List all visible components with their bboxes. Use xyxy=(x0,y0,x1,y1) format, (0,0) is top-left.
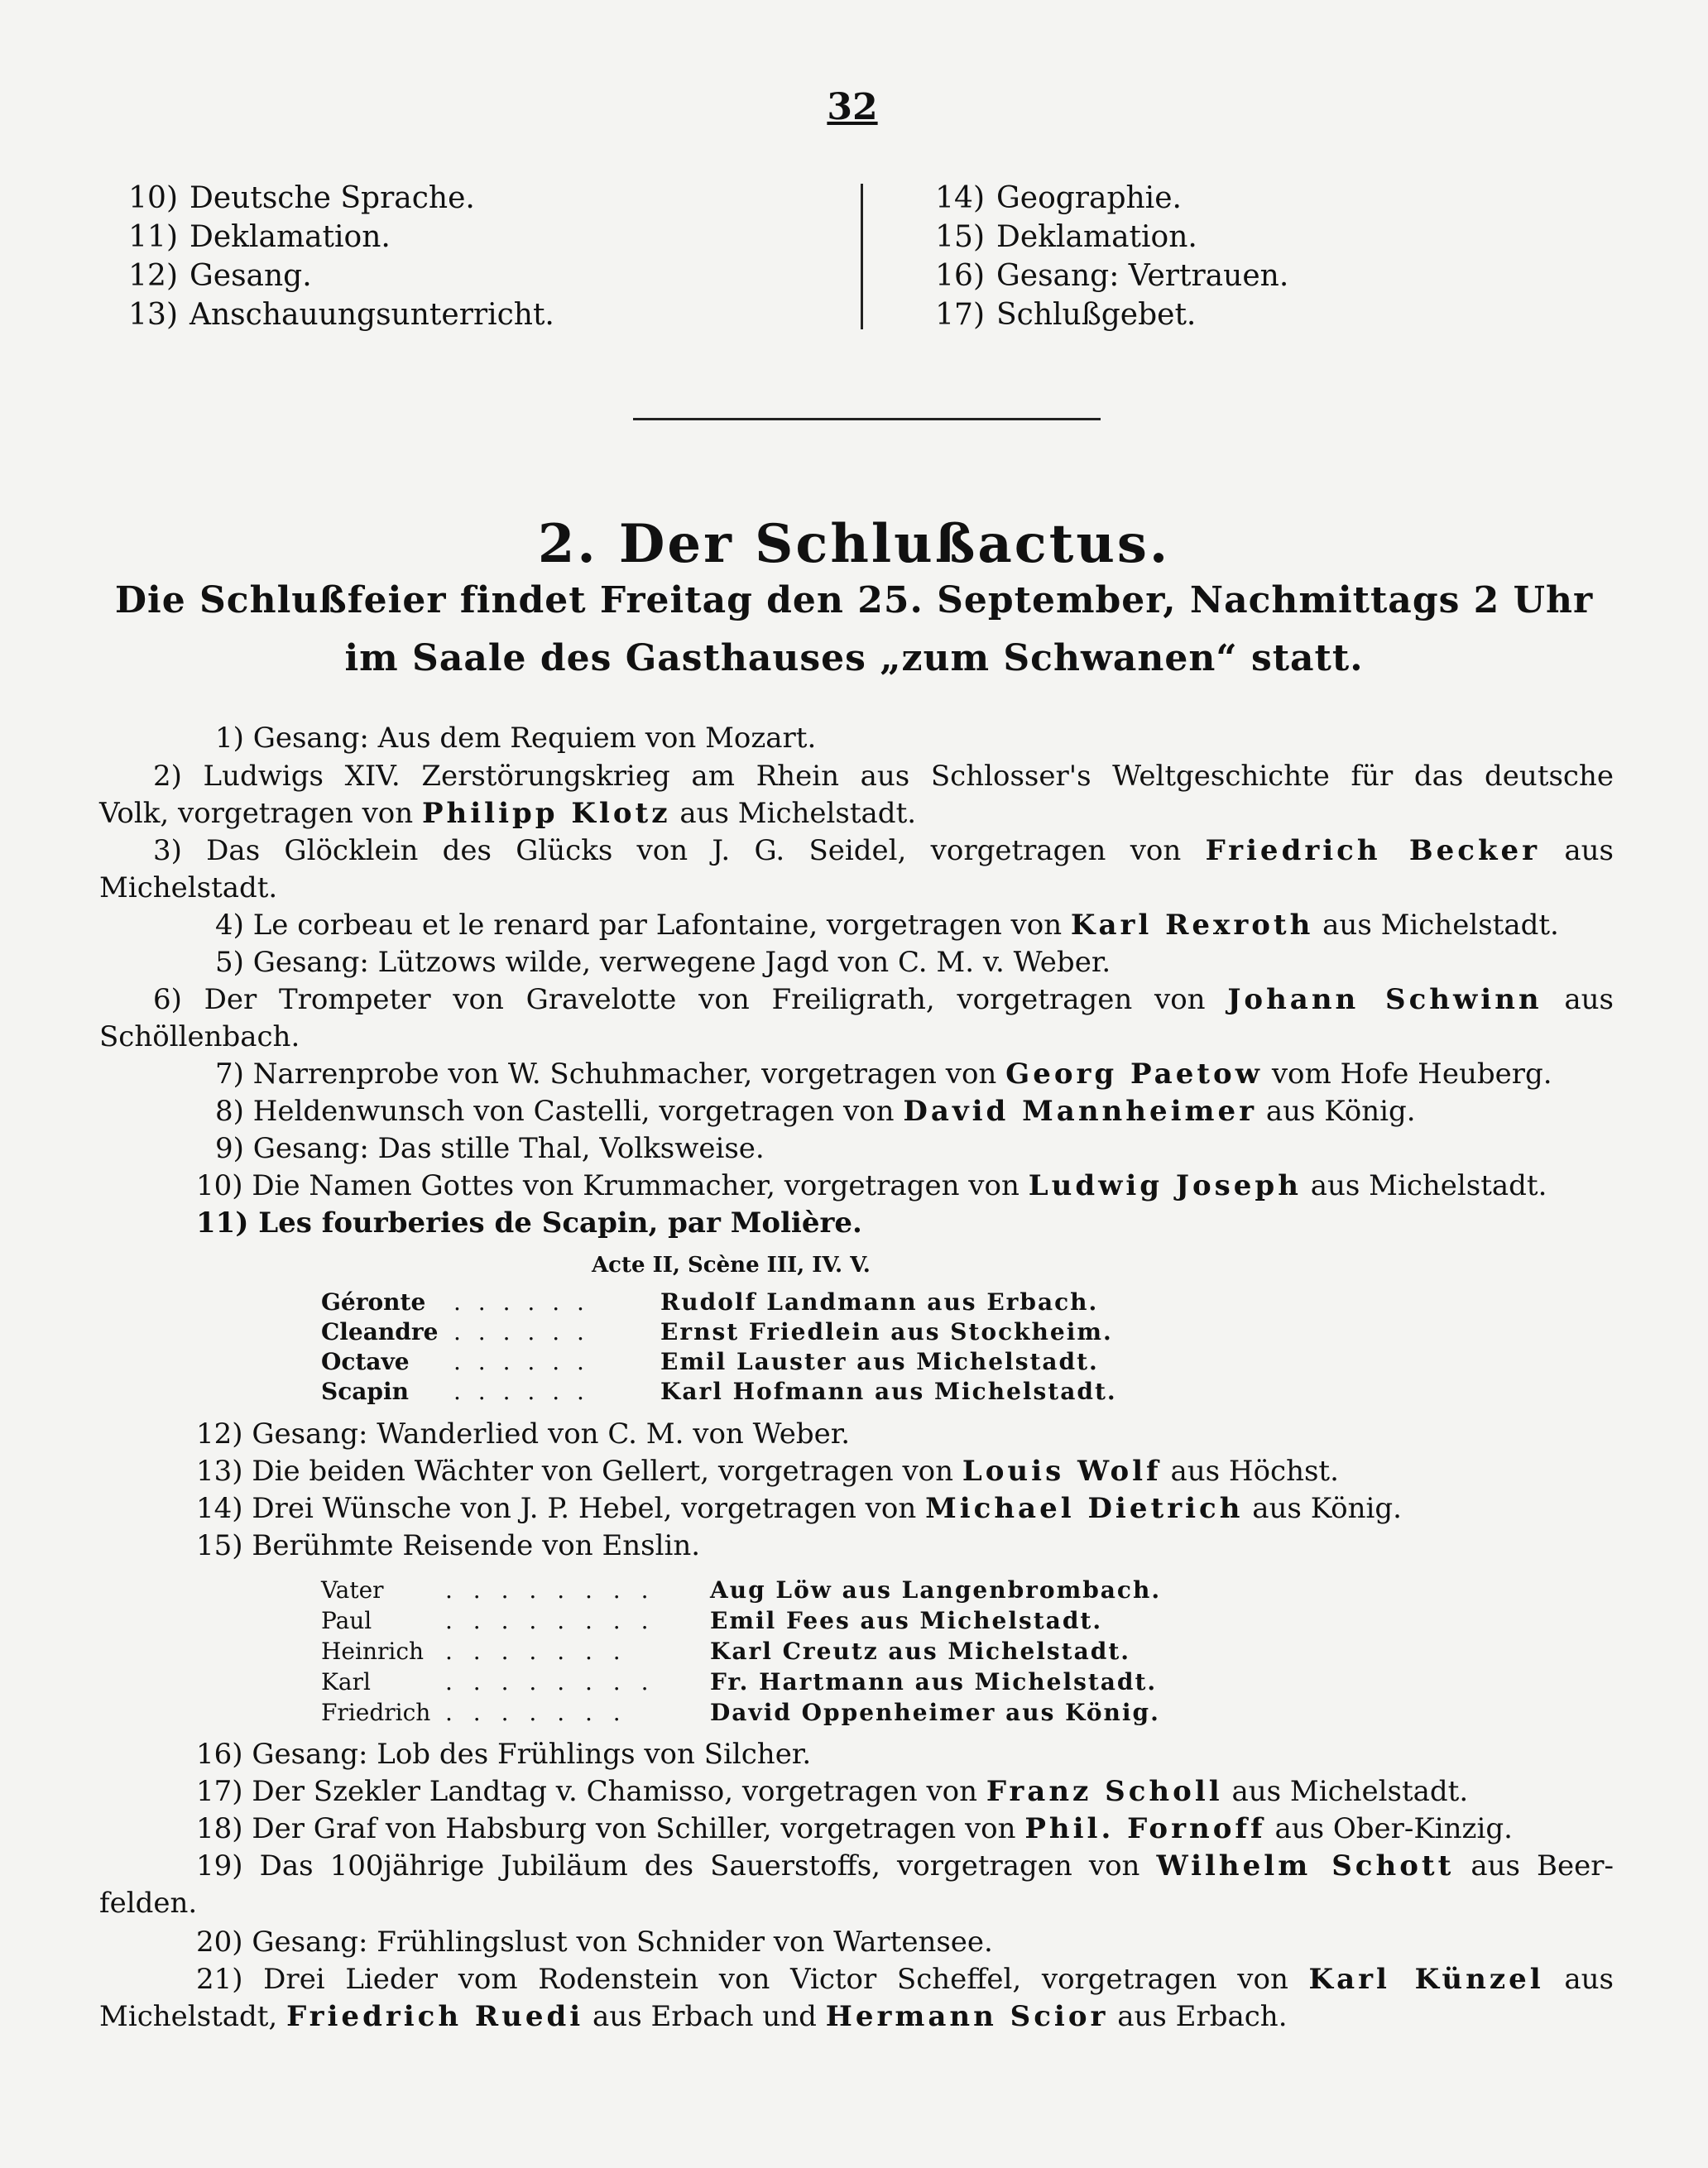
list-item: 12) Gesang. xyxy=(128,259,312,293)
cast-row: Cleandre . . . . . . Ernst Friedlein aus Stockheim. xyxy=(321,1318,1113,1345)
program-item: 15) Berühmte Reisende von Enslin. xyxy=(196,1529,701,1562)
cast-row: Friedrich . . . . . . . David Oppenheimer aus König. xyxy=(321,1699,1160,1726)
list-item: 14) Geographie. xyxy=(935,181,1182,215)
list-item: 17) Schlußgebet. xyxy=(935,298,1197,332)
section-title: 2. Der Schlußactus. xyxy=(537,513,1171,575)
cast-row: Scapin . . . . . . Karl Hofmann aus Michelstadt. xyxy=(321,1378,1117,1405)
cast-row: Octave . . . . . . Emil Lauster aus Michelstadt. xyxy=(321,1348,1099,1375)
list-item: 11) Deklamation. xyxy=(128,220,391,254)
program-item-cont: Volk, vorgetragen von Philipp Klotz aus Michelstadt. xyxy=(99,797,917,830)
cast-row: Géronte . . . . . . Rudolf Landmann aus Erbach. xyxy=(321,1288,1099,1316)
list-item: 15) Deklamation. xyxy=(935,220,1197,254)
program-item: 13) Die beiden Wächter von Gellert, vorgetragen von Louis Wolf aus Höchst. xyxy=(196,1455,1339,1488)
top-right-list xyxy=(906,179,1288,334)
cast-row: Heinrich . . . . . . . Karl Creutz aus Michelstadt. xyxy=(321,1638,1131,1665)
program-item: 14) Drei Wünsche von J. P. Hebel, vorgetragen von Michael Dietrich aus König. xyxy=(196,1492,1402,1525)
intro-line: Die Schlußfeier findet Freitag den 25. September, Nachmittags 2 Uhr xyxy=(114,579,1594,621)
list-item: 13) Anschauungsunterricht. xyxy=(128,298,554,332)
page-number: 32 xyxy=(827,86,878,128)
program-item: 6) Der Trompeter von Gravelotte von Freiligrath, vorgetragen von Johann Schwinn aus xyxy=(153,983,1614,1016)
program-item-cont: felden. xyxy=(99,1887,198,1920)
program-item-cont: Michelstadt. xyxy=(99,871,278,904)
cast-row: Paul . . . . . . . . Emil Fees aus Michelstadt. xyxy=(321,1607,1103,1634)
cast-row: Vater . . . . . . . . Aug Löw aus Langenbrombach. xyxy=(321,1576,1162,1604)
program-item: 9) Gesang: Das stille Thal, Volksweise. xyxy=(215,1132,765,1165)
program-item: 17) Der Szekler Landtag v. Chamisso, vorgetragen von Franz Scholl aus Michelstadt. xyxy=(196,1775,1469,1808)
program-item: 18) Der Graf von Habsburg von Schiller, vorgetragen von Phil. Fornoff aus Ober-Kinzig. xyxy=(196,1812,1513,1845)
program-item-cont: Michelstadt, Friedrich Ruedi aus Erbach und Hermann Scior aus Erbach. xyxy=(99,2000,1288,2033)
list-item: 16) Gesang: Vertrauen. xyxy=(935,259,1289,293)
program-item: 7) Narrenprobe von W. Schuhmacher, vorgetragen von Georg Paetow vom Hofe Heuberg. xyxy=(215,1058,1552,1091)
section-divider xyxy=(633,418,1101,420)
intro-line: im Saale des Gasthauses „zum Schwanen“ statt. xyxy=(344,637,1364,679)
program-item: 4) Le corbeau et le renard par Lafontaine, vorgetragen von Karl Rexroth aus Michelstadt. xyxy=(215,909,1559,942)
program-item: 5) Gesang: Lützows wilde, verwegene Jagd von C. M. v. Weber. xyxy=(215,946,1111,979)
program-item: 1) Gesang: Aus dem Requiem von Mozart. xyxy=(215,722,817,755)
program-item: 10) Die Namen Gottes von Krummacher, vorgetragen von Ludwig Joseph aus Michelstadt. xyxy=(196,1169,1547,1202)
program-item-cont: Schöllenbach. xyxy=(99,1020,300,1053)
program-item: 12) Gesang: Wanderlied von C. M. von Weber. xyxy=(196,1417,851,1451)
list-item: 10) Deutsche Sprache. xyxy=(128,181,475,215)
program-item: 8) Heldenwunsch von Castelli, vorgetragen von David Mannheimer aus König. xyxy=(215,1095,1416,1128)
program-item: 2) Ludwigs XIV. Zerstörungskrieg am Rhein aus Schlosser's Weltgeschichte für das deutsche xyxy=(153,760,1614,793)
column-divider xyxy=(861,184,863,329)
program-item: 16) Gesang: Lob des Frühlings von Silcher. xyxy=(196,1738,812,1771)
program-subtitle: Acte II, Scène III, IV. V. xyxy=(592,1253,871,1278)
program-item: 19) Das 100jährige Jubiläum des Sauerstoffs, vorgetragen von Wilhelm Schott aus Beer- xyxy=(196,1849,1614,1883)
cast-row: Karl . . . . . . . . Fr. Hartmann aus Michelstadt. xyxy=(321,1668,1158,1696)
program-item: 21) Drei Lieder vom Rodenstein von Victor Scheffel, vorgetragen von Karl Künzel aus xyxy=(196,1963,1614,1996)
program-item: 20) Gesang: Frühlingslust von Schnider von Wartensee. xyxy=(196,1926,993,1959)
program-item: 3) Das Glöcklein des Glücks von J. G. Seidel, vorgetragen von Friedrich Becker aus xyxy=(153,834,1614,867)
program-item: 11) Les fourberies de Scapin, par Molière. xyxy=(196,1206,862,1240)
top-left-list xyxy=(99,179,554,334)
